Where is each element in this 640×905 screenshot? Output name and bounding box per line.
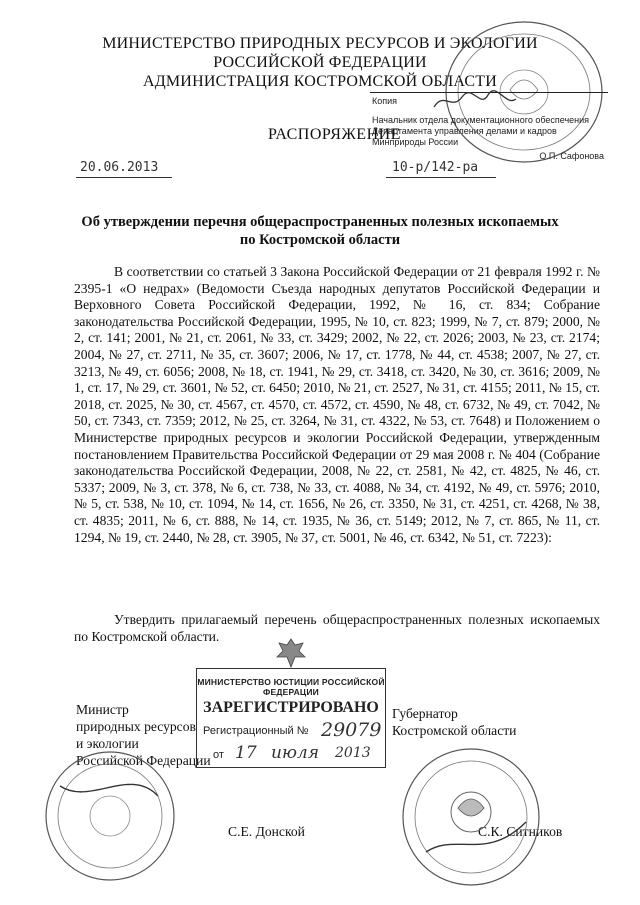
signer-left-title-4: Российской Федерации <box>76 753 211 768</box>
signer-right-title-1: Губернатор <box>392 706 458 721</box>
doc-title-line1: Об утверждении перечня общераспространенных полезных ископаемых <box>81 214 559 230</box>
copy-ministry-line: Минприроды России <box>372 137 459 147</box>
header-ministry-line2: РОССИЙСКОЙ ФЕДЕРАЦИИ <box>213 54 427 71</box>
signer-right-title-2: Костромской области <box>392 723 517 738</box>
registration-stamp <box>196 668 386 768</box>
copy-certification <box>370 92 608 163</box>
copy-department-line: Департамента управления делами и кадров <box>372 126 557 136</box>
body-paragraph-2: Утвердить прилагаемый перечень общераспространенных полезных ископаемых по Костромской области. <box>74 612 600 644</box>
doc-title-line2: по Костромской области <box>239 232 401 248</box>
eagle-emblem-icon <box>273 635 309 671</box>
header-administration: АДМИНИСТРАЦИЯ КОСТРОМСКОЙ ОБЛАСТИ <box>143 73 497 90</box>
stamp-ministry: МИНИСТЕРСТВО ЮСТИЦИИ РОССИЙСКОЙ ФЕДЕРАЦИИ <box>197 677 385 697</box>
body-paragraph-1: В соответствии со статьей 3 Закона Российской Федерации от 21 февраля 1992 г. № 2395-1 «О недрах» (Ведомости Съезда народных депутатов Российской Федерации и Верховного Совета Российской Федерации, 1992, № 16, ст. 834; Собрание законодательства Российской Федерации, 1995, № 10, ст. 823; 1999, № 7, ст. 879; 2000, № 2, ст. 141; 2001, № 21, ст. 2061, № 33, ст. 3429; 2002, № 22, ст. 2026; 2003, № 23, ст. 2174; 2004, № 27, ст. 2711, № 35, ст. 3607; 2006, № 17, ст. 1778, № 44, ст. 4538; 2007, № 27, ст. 3213, № 49, ст. 6056; 2008, № 18, ст. 1941, № 29, ст. 3418, ст. 3420, № 30, ст. 3616; 2009, № 1, ст. 17, № 29, ст. 3601, № 52, ст. 6450; 2010, № 21, ст. 2527, № 31, ст. 4155; 2011, № 15, ст. 2018, ст. 2025, № 30, ст. 4567, ст. 4570, ст. 4572, ст. 4590, № 48, ст. 6732, № 49, ст. 7042, № 50, ст. 7343, ст. 7359; 2012, № 25, ст. 3264, № 31, ст. 4322, № 53, ст. 7648) и Положением о Министерстве природных ресурсов и экологии Российской Федерации, утвержденным постановлением Правительства Российской Федерации от 29 мая 2008 г. № 404 (Собрание законодательства Российской Федерации, 2008, № 22, ст. 2581, № 42, ст. 4825, № 46, ст. 5337; 2009, № 3, ст. 378, № 6, ст. 738, № 33, ст. 4088, № 34, ст. 4192, № 49, ст. 5976; 2010, № 5, ст. 538, № 10, ст. 1094, № 14, ст. 1656, № 26, ст. 3350, № 31, ст. 4251, ст. 4268, № 38, ст. 4835; 2011, № 6, ст. 888, № 14, ст. 1935, № 36, ст. 5149; 2012, № 7, ст. 865, № 11, ст. 1294, № 19, ст. 2440, № 28, ст. 3905, № 37, ст. 5001, № 46, ст. 6342, № 51, ст. 7223): <box>74 264 600 545</box>
signer-left-title-3: и экологии <box>76 736 139 751</box>
signer-left-title-1: Министр <box>76 702 129 717</box>
copy-position-line: Начальник отдела документационного обеспечения <box>372 115 590 125</box>
handwritten-signature-copy <box>430 89 520 113</box>
signer-left-name: С.Е. Донской <box>228 824 305 839</box>
stamp-status: ЗАРЕГИСТРИРОВАНО <box>203 699 379 716</box>
header-ministry-line1: МИНИСТЕРСТВО ПРИРОДНЫХ РЕСУРСОВ И ЭКОЛОГИИ <box>102 35 538 52</box>
stamp-day: 17 <box>235 743 257 763</box>
stamp-reg-label: Регистрационный № <box>203 725 309 737</box>
doc-date: 20.06.2013 <box>80 160 159 175</box>
stamp-reg-number: 29079 <box>321 719 382 741</box>
round-seal-left <box>40 746 180 886</box>
stamp-month: июля <box>271 743 319 763</box>
signer-left-title-2: природных ресурсов <box>76 719 196 734</box>
stamp-from-label: от <box>213 749 224 761</box>
doc-number: 10-р/142-ра <box>392 160 479 175</box>
date-underline <box>76 177 172 178</box>
number-underline <box>386 177 496 178</box>
copy-signer: О.П. Сафонова <box>539 151 604 161</box>
signer-right-name: С.К. Ситников <box>478 824 563 839</box>
doc-type: РАСПОРЯЖЕНИЕ <box>268 126 401 143</box>
stamp-year: 2013 <box>335 745 371 761</box>
round-seal-right <box>396 742 546 892</box>
copy-label: Копия <box>372 96 398 106</box>
